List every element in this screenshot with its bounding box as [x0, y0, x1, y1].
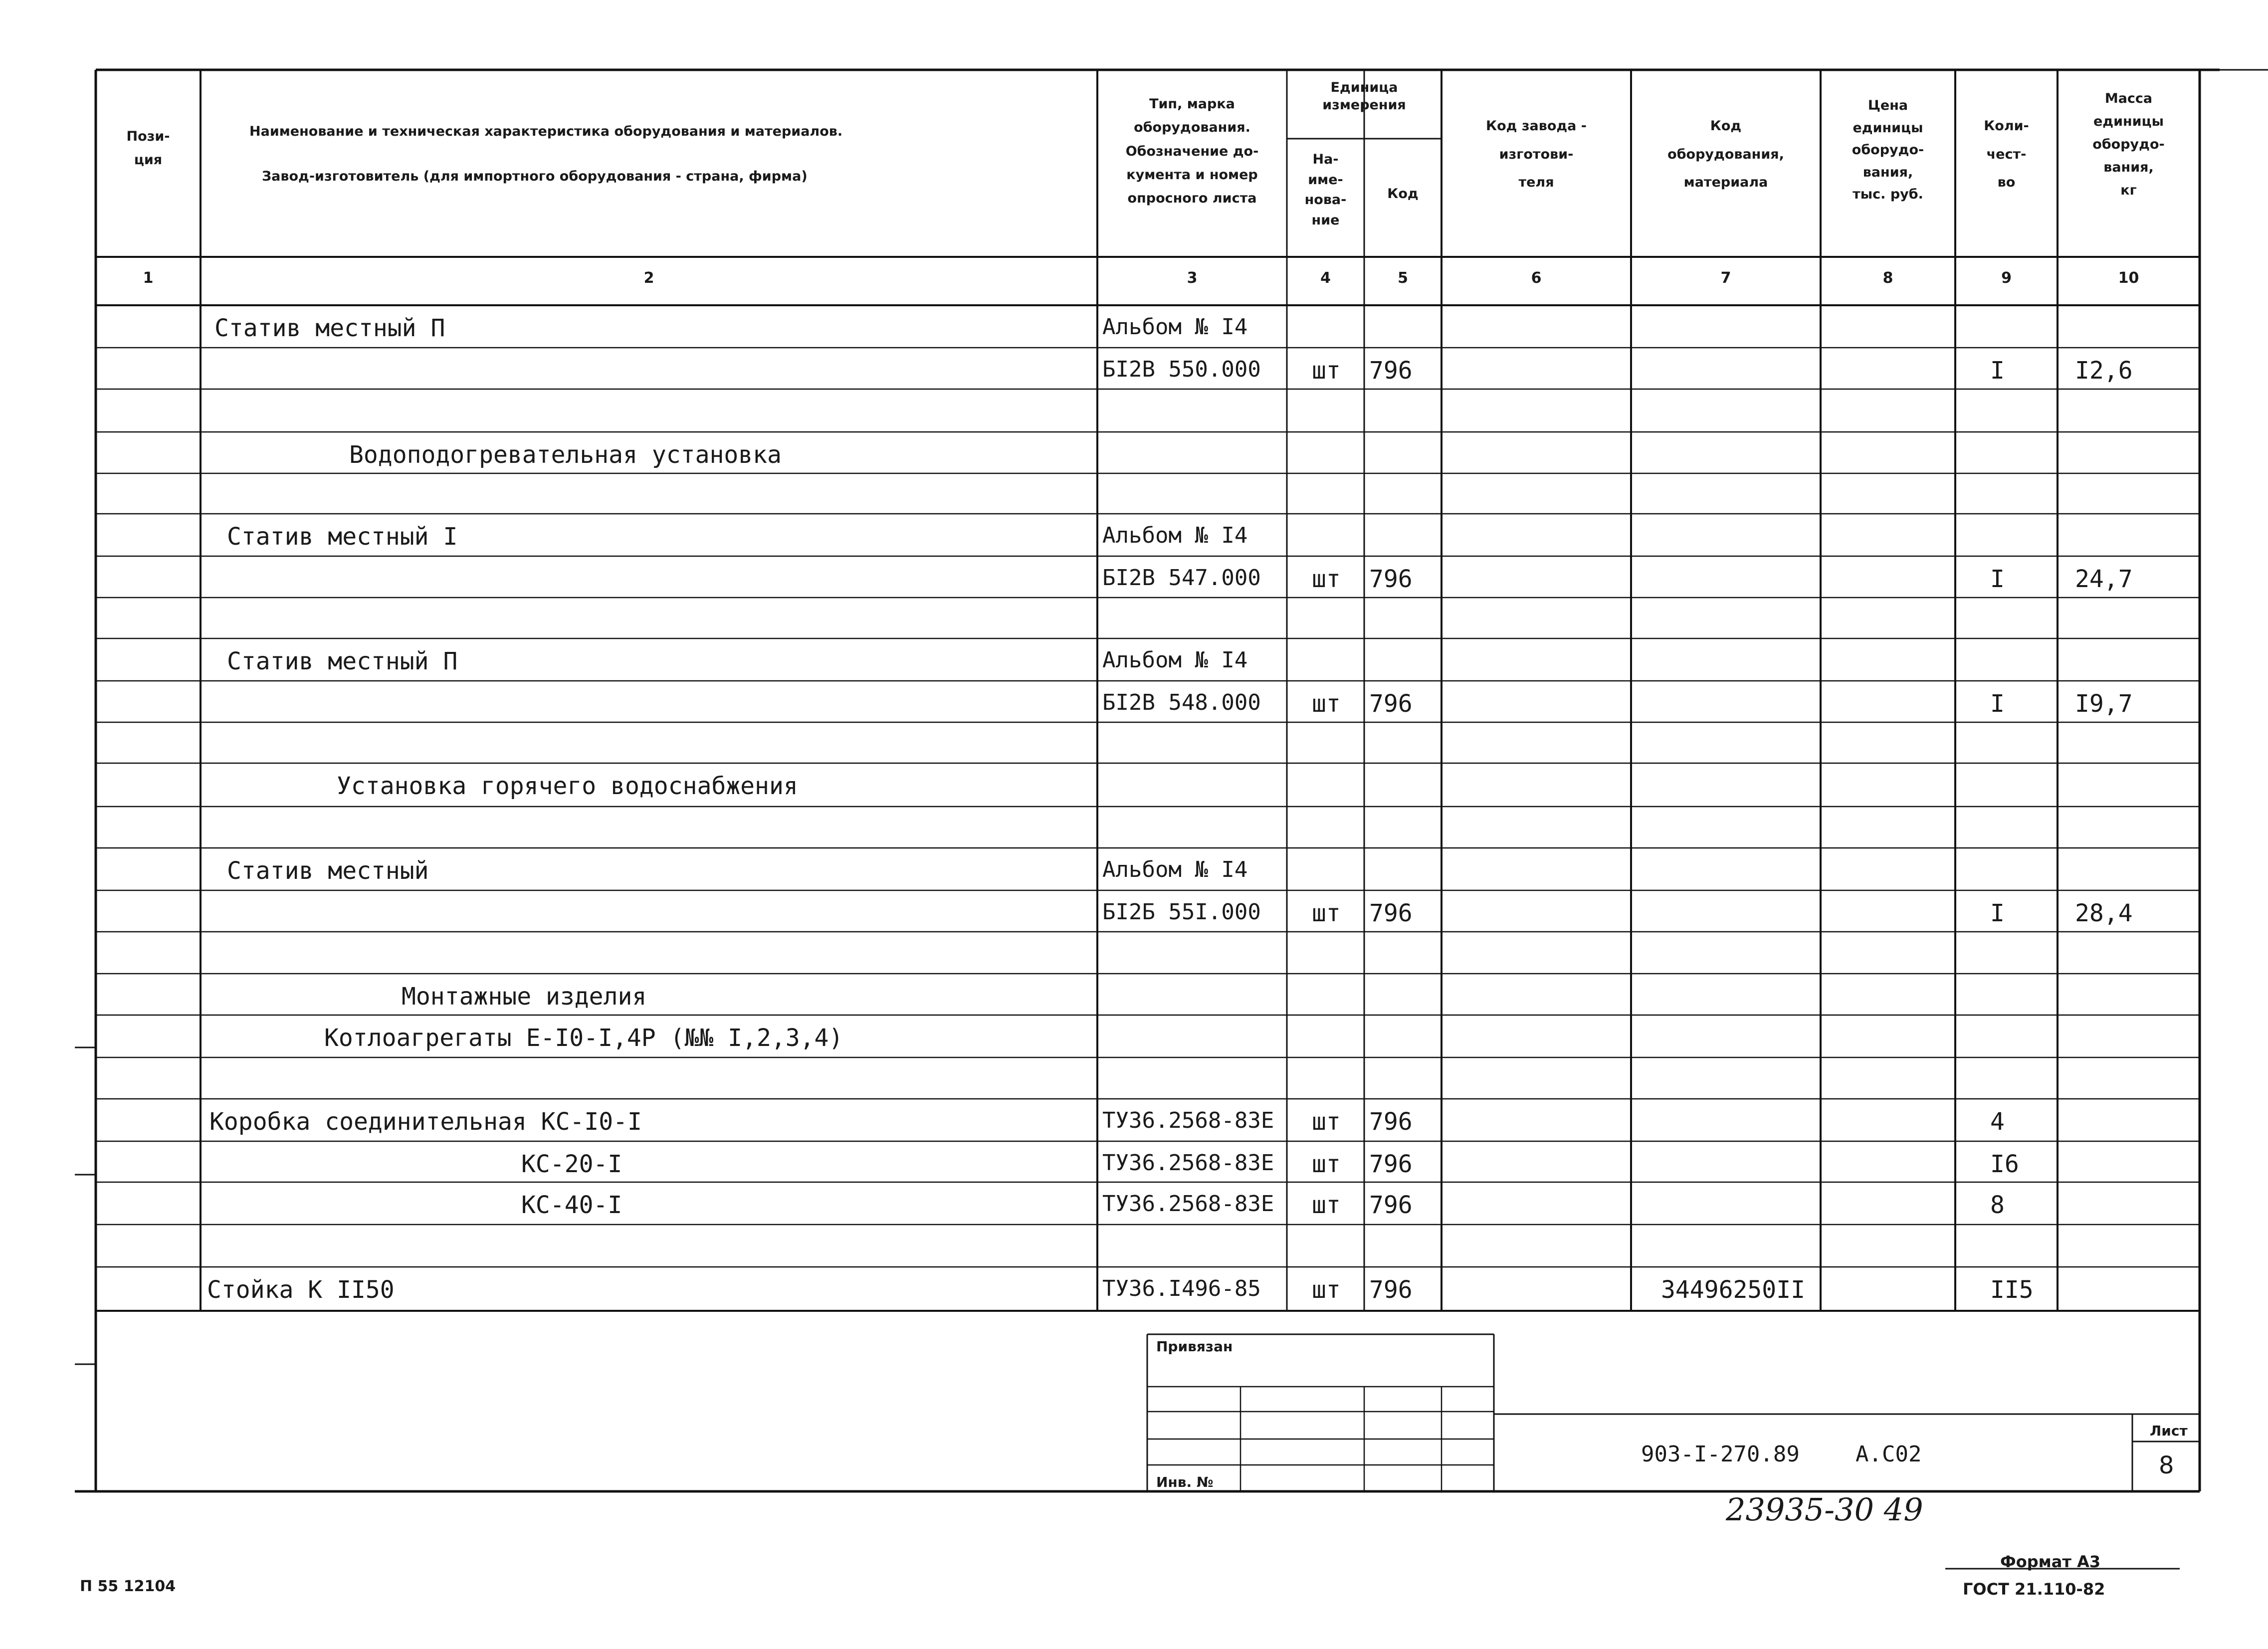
row-mass: 24,7: [2075, 565, 2133, 593]
row-name: Установка горячего водоснабжения: [337, 772, 798, 800]
row-type: ТУ36.2568-83Е: [1102, 1108, 1274, 1133]
row-code: 796: [1369, 565, 1413, 593]
row-unit: шт: [1312, 565, 1341, 593]
row-name: Стойка К II50: [207, 1276, 395, 1304]
column-number-4: 4: [1320, 269, 1331, 287]
handwritten-number: 23935-30 49: [1726, 1491, 1923, 1528]
row-type: БI2В 550.000: [1102, 357, 1261, 382]
sheet-number: 8: [2159, 1451, 2174, 1479]
format-label: Формат А3: [2000, 1552, 2101, 1571]
row-code: 796: [1369, 1150, 1413, 1178]
row-name: Монтажные изделия: [402, 983, 647, 1011]
row-unit: шт: [1312, 1150, 1341, 1178]
row-unit: шт: [1312, 1276, 1341, 1304]
column-number-1: 1: [143, 269, 154, 287]
row-mass: 28,4: [2075, 899, 2133, 927]
header-name-line2: Завод-изготовитель (для импортного оборудования - страна, фирма): [262, 169, 808, 184]
row-name: Статив местный I: [227, 523, 458, 551]
column-number-8: 8: [1882, 269, 1893, 287]
row-quantity: I: [1990, 357, 2005, 385]
sheet-label: Лист: [2150, 1423, 2188, 1439]
column-number-9: 9: [2001, 269, 2012, 287]
header-unit-group: Единица измерения: [1322, 80, 1406, 113]
row-type: Альбом № I4: [1102, 647, 1248, 673]
row-name: Статив местный: [227, 857, 429, 885]
row-type: ТУ36.2568-83Е: [1102, 1191, 1274, 1217]
row-code: 796: [1369, 1108, 1413, 1136]
row-name: Статив местный П: [214, 314, 445, 342]
header-quantity: Коли- чест- во: [1984, 118, 2029, 191]
row-type: Альбом № I4: [1102, 314, 1248, 340]
row-name: КС-20-I: [521, 1150, 622, 1178]
column-number-7: 7: [1720, 269, 1731, 287]
column-number-10: 10: [2118, 269, 2139, 287]
header-price: Цена единицы оборудо- вания, тыс. руб.: [1852, 98, 1924, 203]
row-unit: шт: [1312, 357, 1341, 385]
row-quantity: 8: [1990, 1191, 2005, 1219]
row-unit: шт: [1312, 899, 1341, 927]
row-type: БI2В 547.000: [1102, 565, 1261, 591]
row-type: БI2Б 55I.000: [1102, 899, 1261, 925]
column-number-5: 5: [1398, 269, 1408, 287]
row-unit: шт: [1312, 690, 1341, 718]
column-number-2: 2: [643, 269, 654, 287]
header-unit-name: На- име- нова- ние: [1304, 152, 1347, 228]
row-code: 796: [1369, 899, 1413, 927]
header-position: Пози- ция: [126, 129, 170, 168]
row-quantity: I: [1990, 690, 2005, 718]
form-code: П 55 12104: [80, 1578, 176, 1595]
row-unit: шт: [1312, 1108, 1341, 1136]
doc-suffix: А.С02: [1856, 1442, 1922, 1467]
row-name: Коробка соединительная КС-I0-I: [209, 1108, 642, 1136]
row-mass: I2,6: [2075, 357, 2133, 385]
row-quantity: I: [1990, 565, 2005, 593]
row-quantity: II5: [1990, 1276, 2034, 1304]
row-type: Альбом № I4: [1102, 523, 1248, 548]
row-name: Водоподогревательная установка: [349, 441, 782, 469]
stamp-inv-label: Инв. №: [1156, 1474, 1214, 1490]
row-quantity: I6: [1990, 1150, 2019, 1178]
row-equipment-code: 34496250II: [1661, 1276, 1805, 1304]
row-type: ТУ36.I496-85: [1102, 1276, 1261, 1301]
row-name: КС-40-I: [521, 1191, 622, 1219]
header-type: Тип, марка оборудования. Обозначение до- кумента и номер опросного листа: [1125, 96, 1259, 206]
row-name: Статив местный П: [227, 647, 458, 675]
row-quantity: 4: [1990, 1108, 2005, 1136]
row-mass: I9,7: [2075, 690, 2133, 718]
row-type: БI2В 548.000: [1102, 690, 1261, 715]
gost-label: ГОСТ 21.110-82: [1963, 1580, 2105, 1599]
stamp-bound-label: Привязан: [1156, 1338, 1233, 1355]
row-type: ТУ36.2568-83Е: [1102, 1150, 1274, 1176]
header-mass: Масса единицы оборудо- вания, кг: [2092, 91, 2165, 198]
row-code: 796: [1369, 1191, 1413, 1219]
header-name-line1: Наименование и техническая характеристика оборудования и материалов.: [249, 124, 843, 139]
column-number-6: 6: [1531, 269, 1542, 287]
row-name: Котлоагрегаты Е-I0-I,4Р (№№ I,2,3,4): [324, 1024, 843, 1052]
row-code: 796: [1369, 1276, 1413, 1304]
header-unit-code: Код: [1387, 186, 1419, 202]
doc-code: 903-I-270.89: [1641, 1442, 1800, 1467]
row-unit: шт: [1312, 1191, 1341, 1219]
row-type: Альбом № I4: [1102, 857, 1248, 882]
row-code: 796: [1369, 690, 1413, 718]
header-factory-code: Код завода - изготови- теля: [1486, 118, 1587, 191]
row-quantity: I: [1990, 899, 2005, 927]
row-code: 796: [1369, 357, 1413, 385]
column-number-3: 3: [1187, 269, 1198, 287]
header-equipment-code: Код оборудования, материала: [1667, 118, 1784, 191]
